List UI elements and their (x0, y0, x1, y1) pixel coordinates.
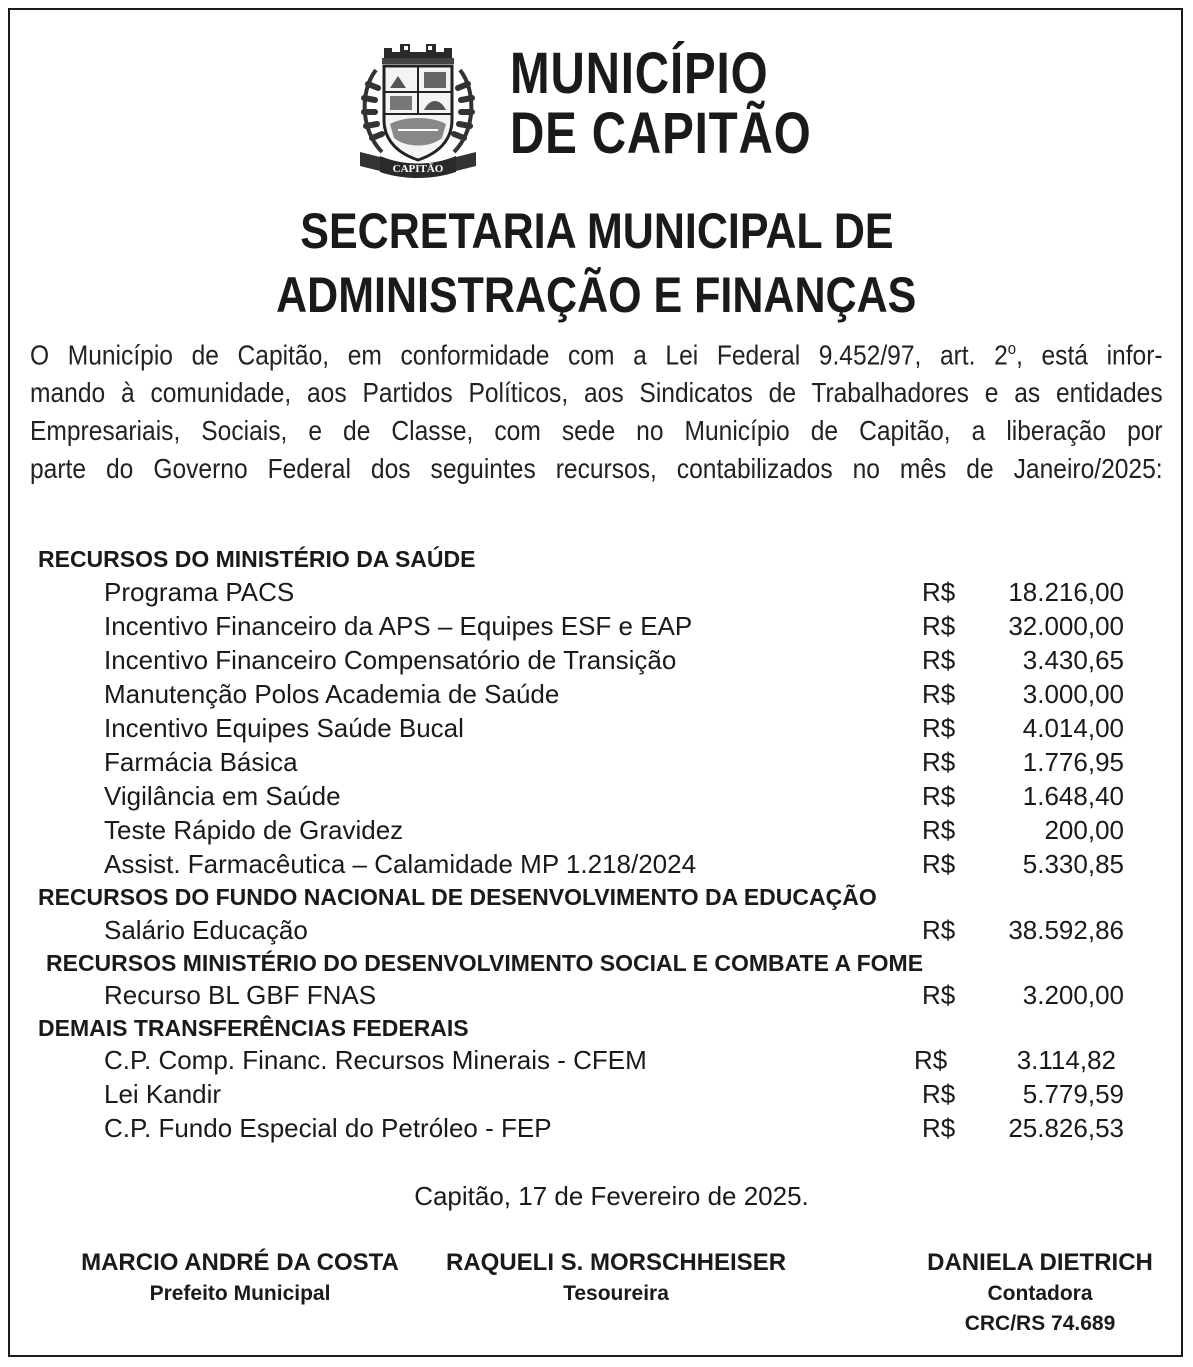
item-currency: R$ (914, 1045, 948, 1075)
signature-block (446, 1248, 786, 1308)
intro-line-3: Empresariais, Sociais, e de Classe, com sede no Município de Capitão, a liberação por (30, 415, 1163, 447)
item-value: 200,00 (1044, 815, 1124, 845)
intro-line-2: mando à comunidade, aos Partidos Políticos, aos Sindicatos de Trabalhadores e as entidades (30, 377, 1163, 409)
signatory-role: Tesoureira (563, 1282, 669, 1305)
item-label: C.P. Fundo Especial do Petróleo - FEP (104, 1113, 552, 1143)
section-title: RECURSOS DO FUNDO NACIONAL DE DESENVOLVIMENTO DA EDUCAÇÃO (38, 884, 877, 910)
date-line: Capitão, 17 de Fevereiro de 2025. (414, 1181, 809, 1211)
intro-line-1: O Município de Capitão, em conformidade com a Lei Federal 9.452/97, art. 2$^o$, está infor- (30, 339, 1163, 371)
item-label: Incentivo Equipes Saúde Bucal (104, 713, 464, 743)
item-value: 3.000,00 (1022, 679, 1124, 709)
item-value: 3.430,65 (1022, 645, 1124, 675)
item-label: Assist. Farmacêutica – Calamidade MP 1.218/2024 (104, 849, 697, 879)
item-label: Lei Kandir (104, 1079, 222, 1109)
item-value: 5.330,85 (1022, 849, 1124, 879)
item-value: 38.592,86 (1008, 915, 1124, 945)
item-value: 1.776,95 (1022, 747, 1124, 777)
department-title-line1: SECRETARIA MUNICIPAL DE (299, 203, 894, 259)
item-value: 25.826,53 (1008, 1113, 1124, 1143)
signature-block (40, 1248, 440, 1308)
item-label: Vigilância em Saúde (104, 781, 341, 811)
item-currency: R$ (922, 713, 956, 743)
signatory-role: Contadora (987, 1282, 1093, 1305)
signatory-registration: CRC/RS 74.689 (964, 1312, 1116, 1335)
crest-ribbon-text: CAPITÃO (392, 163, 444, 175)
item-currency: R$ (922, 645, 956, 675)
item-value: 4.014,00 (1022, 713, 1124, 743)
section-title: RECURSOS MINISTÉRIO DO DESENVOLVIMENTO SOCIAL E COMBATE A FOME (46, 950, 924, 976)
item-value: 18.216,00 (1008, 577, 1124, 607)
municipality-title (510, 41, 812, 166)
item-value: 1.648,40 (1022, 781, 1124, 811)
item-currency: R$ (922, 980, 956, 1010)
item-label: Manutenção Polos Academia de Saúde (104, 679, 560, 709)
item-value: 5.779,59 (1022, 1079, 1124, 1109)
item-label: C.P. Comp. Financ. Recursos Minerais - CFEM (104, 1045, 647, 1075)
item-currency: R$ (922, 849, 956, 879)
item-label: Farmácia Básica (104, 747, 298, 777)
item-value: 3.200,00 (1022, 980, 1124, 1010)
item-label: Incentivo Financeiro Compensatório de Transição (104, 645, 677, 675)
municipal-crest-icon (354, 40, 482, 182)
municipality-title-line1: MUNICÍPIO (510, 41, 769, 106)
item-value: 3.114,82 (1016, 1045, 1116, 1075)
section-title: DEMAIS TRANSFERÊNCIAS FEDERAIS (38, 1015, 469, 1041)
item-label: Salário Educação (104, 915, 308, 945)
item-currency: R$ (922, 781, 956, 811)
item-currency: R$ (922, 747, 956, 777)
intro-line-4: parte do Governo Federal dos seguintes recursos, contabilizados no mês de Janeiro/2025: (30, 453, 1163, 485)
signatory-role: Prefeito Municipal (149, 1282, 331, 1305)
item-currency: R$ (922, 1113, 956, 1143)
item-currency: R$ (922, 679, 956, 709)
item-currency: R$ (922, 815, 956, 845)
item-currency: R$ (922, 611, 956, 641)
municipality-title-line2: DE CAPITÃO (510, 101, 812, 166)
item-label: Teste Rápido de Gravidez (104, 815, 404, 845)
signature-block (880, 1248, 1193, 1338)
department-title-line2: ADMINISTRAÇÃO E FINANÇAS (276, 267, 917, 323)
item-currency: R$ (922, 577, 956, 607)
item-currency: R$ (922, 915, 956, 945)
intro-paragraph (30, 330, 1163, 488)
signatory-name: RAQUELI S. MORSCHHEISER (446, 1249, 787, 1276)
item-label: Incentivo Financeiro da APS – Equipes ESF e EAP (104, 611, 693, 641)
item-currency: R$ (922, 1079, 956, 1109)
signatory-name: DANIELA DIETRICH (927, 1249, 1153, 1276)
section-title: RECURSOS DO MINISTÉRIO DA SAÚDE (38, 546, 476, 572)
item-label: Programa PACS (104, 577, 295, 607)
item-label: Recurso BL GBF FNAS (104, 980, 377, 1010)
signatory-name: MARCIO ANDRÉ DA COSTA (81, 1249, 399, 1276)
item-value: 32.000,00 (1008, 611, 1124, 641)
